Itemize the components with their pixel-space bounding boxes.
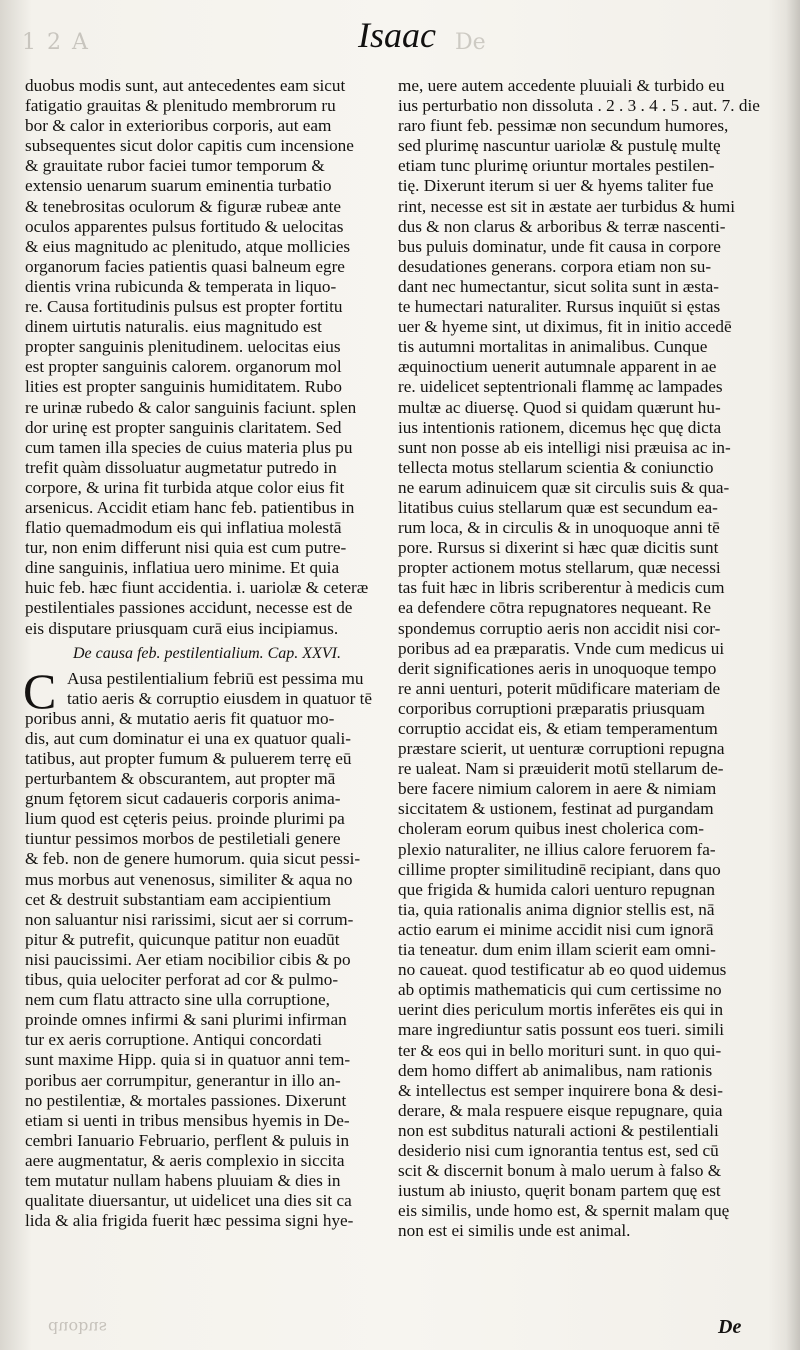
text-line: & feb. non de genere humorum. quia sicut pessi- — [25, 849, 361, 869]
text-line: scit & discernit bonum à malo uerum à falso & — [398, 1161, 722, 1181]
text-line: tię. Dixerunt iterum si uer & hyems taliter fue — [398, 176, 714, 196]
text-line: perturbantem & obscurantem, aut propter mā — [25, 769, 336, 789]
text-line: te humectari naturaliter. Rursus inquiūt si ęstas — [398, 297, 721, 317]
page-edge-shadow — [786, 0, 800, 1350]
show-through-text-bottom: duobus — [48, 1318, 107, 1337]
text-line: huic feb. hæc fiunt accidentia. i. uariolæ & ceteræ — [25, 578, 369, 598]
text-line: dor urinę est propter sanguinis claritatem. Sed — [25, 417, 342, 437]
text-line: tis autumni mortalitas in animalibus. Cunque — [398, 337, 708, 357]
text-line: extensio uenarum suarum eminentia turbatio — [25, 176, 332, 196]
text-line: dis, aut cum dominatur ei una ex quatuor quali- — [25, 728, 352, 748]
text-line: corruptio accidat eis, & etiam temperamentum — [398, 719, 718, 738]
text-line: rum loca, & in circulis & in unoquoque anni tē — [398, 518, 720, 538]
text-line: choleram eorum quibus inest cholerica com- — [398, 819, 704, 839]
text-line: trefit quàm dissoluatur augmetatur putredo in — [25, 457, 337, 477]
text-line: re urinæ rubedo & calor sanguinis faciunt. splen — [25, 397, 357, 417]
text-line: uerint dies periculum mortis inferētes eis qui in — [398, 1000, 724, 1020]
text-line: derit significationes aeris in unoquoque tempo — [398, 658, 717, 678]
show-through-text-right: De — [455, 30, 486, 55]
text-line: tibus, quia uelociter perforat ad cor & pulmo- — [25, 970, 339, 990]
text-line: mare ingrediuntur satis possunt eos tueri. simili — [398, 1020, 725, 1040]
text-line: uer & hyeme sint, ut diximus, fit in initio accedē — [398, 317, 732, 337]
text-line: non est subditus naturali actioni & pestilentiali — [398, 1120, 719, 1140]
text-line: ea defendere cōtra repugnatores nequeant. Re — [398, 598, 712, 618]
text-line: bus puluis dominatur, unde fit causa in corpore — [398, 236, 721, 256]
text-line: propter actionem motus stellarum, quæ necessi — [398, 558, 721, 578]
text-line: multæ ac diuersę. Quod si quidam quærunt hu- — [398, 397, 721, 417]
text-line: flatio quemadmodum eis qui inflatiua molestā — [25, 518, 342, 538]
text-line: que frigida & humida calori uenturo repugnan — [398, 879, 715, 899]
text-line: gnum fętorem sicut cadaueris corporis anima- — [25, 789, 341, 809]
text-line: re. Causa fortitudinis pulsus est propter fortitu — [25, 297, 343, 317]
text-line: re. uidelicet septentrionali flammę ac lampades — [398, 377, 723, 397]
show-through-text-left: 1 2 A — [22, 30, 90, 55]
text-line: tellecta motus stellarum scientia & coniunctio — [398, 457, 714, 477]
text-line: re ualeat. Nam si præuiderit motū stellarum de- — [398, 759, 724, 779]
text-line: cillime propter similitudinē recipiant, dans quo — [398, 859, 721, 879]
text-line: corporibus corruptioni præparatis priusquam — [398, 698, 705, 718]
text-line: aere augmentatur, & aeris complexio in siccita — [25, 1150, 345, 1170]
text-line: lida & alia frigida fuerit hæc pessima signi hye- — [25, 1211, 354, 1231]
text-line: etiam si uenti in tribus mensibus hyemis in De- — [25, 1110, 350, 1130]
text-line: non saluantur nisi rarissimi, sicut aer si corrum- — [25, 909, 354, 929]
text-line: organorum facies patientis quasi balneum egre — [25, 256, 345, 276]
text-line: bere facere nimium calorem in aere & nimiam — [398, 779, 717, 799]
text-line: dem homo differt ab animalibus, nam rationis — [398, 1060, 713, 1080]
text-line: arsenicus. Accidit etiam hanc feb. patientibus in — [25, 497, 355, 517]
text-line: oculos apparentes pulsus fortitudo & uelocitas — [25, 216, 344, 236]
text-line: tas fuit hæc in libris scriberentur à medicis cum — [398, 578, 725, 598]
text-line: raro fiunt feb. pessimæ non secundum humores, — [398, 116, 729, 136]
catchword: De — [718, 1316, 742, 1338]
text-line: cet & destruit substantiam eam accipientium — [25, 889, 331, 909]
text-line: proinde omnes infirmi & sani plurimi infirman — [25, 1010, 347, 1030]
drop-capital: C — [23, 662, 57, 719]
text-line: dinem uirtutis naturalis. eius magnitudo est — [25, 317, 322, 337]
text-line: plexio naturaliter, ne illius calore feruorem fa- — [398, 839, 716, 859]
text-line: eis disputare priusquam curā eius incipiamus. — [25, 618, 339, 638]
text-line: poribus aer corrumpitur, generantur in illo an- — [25, 1070, 341, 1090]
text-line: actio earum ei minime accidit nisi cum ignorā — [398, 919, 714, 939]
text-line: cum tamen illa species de cuius materia plus pu — [25, 437, 353, 457]
text-line: sed plurimę nascuntur uariolæ & pustulę multę — [398, 136, 721, 156]
text-line: ab optimis mathematicis qui cum certissime no — [398, 980, 722, 1000]
text-line: desudationes generans. corpora etiam non su- — [398, 256, 712, 276]
text-line: tiuntur pessimos morbos de pestiletiali genere — [25, 829, 341, 849]
text-line: eis similis, unde homo est, & spernit malam quę — [398, 1201, 730, 1221]
text-line: ter & eos qui in bello morituri sunt. in quo qui- — [398, 1040, 722, 1060]
text-line: re anni uenturi, poterit mūdificare materiam de — [398, 678, 721, 698]
text-line: sunt non posse ab eis intelligi nisi præuisa ac in- — [398, 437, 731, 457]
text-line: rint, necesse est sit in æstate aer turbidus & humi — [398, 196, 736, 216]
text-line: præstare scierit, ut uenturæ corruptioni repugna — [398, 739, 725, 759]
text-line: lities est propter sanguinis humiditatem. Rubo — [25, 377, 342, 397]
text-line: dus & non clarus & arboribus & terræ nascenti- — [398, 216, 726, 236]
text-line: & eius magnitudo ac plenitudo, atque mollicies — [25, 236, 351, 256]
text-line: mus morbus aut venenosus, similiter & aqua no — [25, 869, 353, 889]
text-line: non est ei similis unde est animal. — [398, 1221, 631, 1241]
text-line: derare, & mala respuere eisque repugnare, quia — [398, 1100, 723, 1120]
text-line: dant nec humectantur, sicut solita sunt in æsta- — [398, 276, 720, 296]
text-line: tia, quia rationalis anima dignior stellis est, nā — [398, 899, 715, 919]
text-line: tem mutatur nullam habens pluuiam & dies in — [25, 1170, 341, 1190]
text-line: no pestilentiæ, & mortales passiones. Dixerunt — [25, 1090, 347, 1110]
text-line: lium quod est cęteris peius. proinde plurimi pa — [25, 809, 345, 829]
text-line: tur ex aeris corruptione. Antiqui concordati — [25, 1030, 322, 1050]
right-column-text — [398, 76, 776, 1241]
text-line: bor & calor in exterioribus corporis, aut eam — [25, 116, 332, 136]
text-line: corpore, & urina fit turbida atque color eius fit — [25, 477, 345, 497]
text-line: me, uere autem accedente pluuiali & turbido eu — [398, 76, 725, 95]
text-line: tur, non enim differunt nisi quia est cum putre- — [25, 538, 347, 558]
text-line: poribus anni, & mutatio aeris fit quatuor mo- — [25, 708, 335, 728]
running-head: Isaac — [358, 15, 436, 55]
text-line: pitur & putrefit, quicunque patitur non euadūt — [25, 929, 340, 949]
text-line: pore. Rursus si dixerint si hæc quæ dicitis sunt — [398, 538, 719, 558]
text-line: ius intentionis rationem, dicemus hęc quę dicta — [398, 417, 722, 437]
text-line: est propter sanguinis calorem. organorum mol — [25, 357, 342, 377]
text-line: iustum ab iniusto, quęrit bonam partem quę est — [398, 1181, 721, 1201]
text-line: desiderio nisi cum ignorantia tentus est, sed cū — [398, 1140, 719, 1160]
text-line: cembri Ianuario Februario, perflent & puluis in — [25, 1130, 350, 1150]
text-line: ne earum adinuicem quæ sit circulis suis & qua- — [398, 477, 730, 497]
text-line: siccitatem & ustionem, festinat ad purgandam — [398, 799, 714, 819]
chapter-body — [23, 662, 390, 1232]
text-line: fatigatio grauitas & plenitudo membrorum ru — [25, 96, 336, 116]
text-line: sunt maxime Hipp. quia si in quatuor anni tem- — [25, 1050, 351, 1070]
text-line: tatibus, aut propter fumum & puluerem terrę eū — [25, 749, 352, 768]
text-line: dine sanguinis, inflatiua uero minime. Et quia — [25, 558, 340, 578]
chapter-title: De causa feb. pestilentialium. Cap. XXVI. — [73, 644, 341, 662]
text-line: poribus ad ea præparatis. Vnde cum medicus ui — [398, 638, 725, 658]
text-line: no caueat. quod testificatur ab eo quod uidemus — [398, 960, 727, 980]
text-line: & intellectus est semper inquirere bona & desi- — [398, 1080, 724, 1100]
right-column — [398, 76, 776, 1241]
chapter-body-text — [23, 662, 390, 1232]
text-line: litatibus cuius stellarum quæ est secundum ea- — [398, 497, 718, 517]
text-line: Ausa pestilentialium febriū est pessima mu — [67, 668, 364, 688]
text-line: spondemus corruptio aeris non accidit nisi cor- — [398, 618, 721, 638]
text-line: dientis vrina rubicunda & temperata in liquo- — [25, 276, 337, 296]
text-line: & tenebrositas oculorum & figuræ rubeæ ante — [25, 196, 341, 216]
left-column-text — [25, 76, 390, 639]
text-line: duobus modis sunt, aut antecedentes eam sicut — [25, 76, 346, 95]
text-line: æquinoctium uenerit autumnale apparent in ae — [398, 357, 717, 377]
text-line: propter sanguinis plenitudinem. uelocitas eius — [25, 337, 341, 357]
text-line: ius perturbatio non dissoluta . 2 . 3 . 4 . 5 . aut. 7. die — [398, 96, 760, 116]
text-line: nem cum flatu attracto sine ulla corruptione, — [25, 990, 330, 1010]
text-line: pestilentiales passiones accidunt, necesse est de — [25, 598, 353, 618]
left-column — [25, 76, 390, 1231]
text-line: tatio aeris & corruptio eiusdem in quatuor tē — [67, 688, 372, 708]
text-line: qualitate diuersantur, ut uidelicet una dies sit ca — [25, 1191, 352, 1211]
text-line: tia teneatur. dum enim illam scierit eam omni- — [398, 940, 716, 960]
text-line: & grauitate rubor faciei tumor temporum & — [25, 156, 325, 176]
text-line: subsequentes sicut dolor capitis cum incensione — [25, 136, 354, 156]
text-line: nisi paucissimi. Aer etiam nocibilior cibis & po — [25, 949, 351, 969]
text-line: etiam tunc plurimę oriuntur mortales pestilen- — [398, 156, 715, 176]
